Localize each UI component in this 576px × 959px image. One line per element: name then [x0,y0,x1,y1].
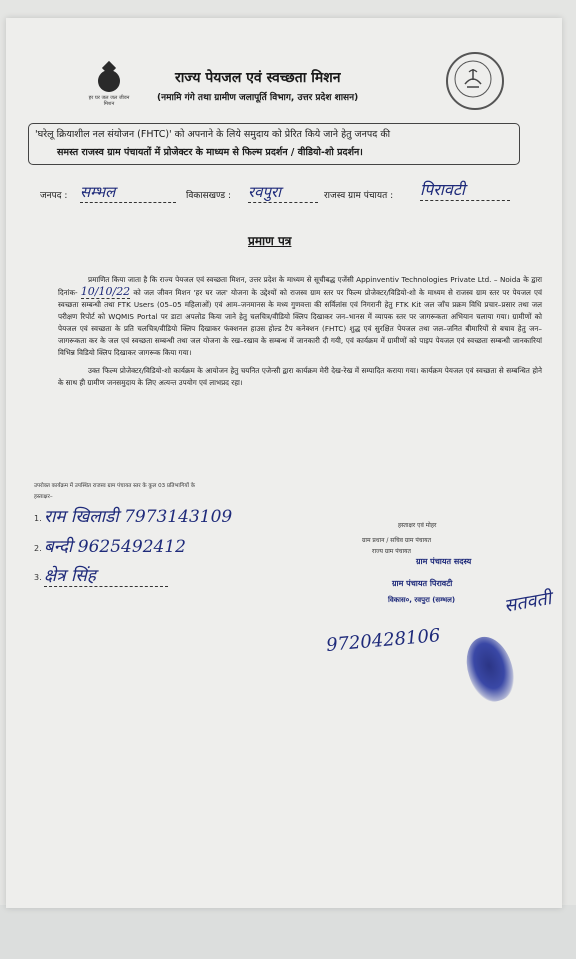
body-paragraph-2: उक्त फिल्म प्रोजेक्टर/विडियो-शो कार्यक्रम के आयोजन हेतु चयनित एजेन्सी द्वारा कार्यक्रम मेरी देख-रेख में सम्पादित कराया गया। कार्यक्रम पेयजल एवं स्वच्छता से सम्बन्धित होने के साथ ही ग्रामीण जनसमुदाय के लिए अत्यन्त उपयोग एवं लाभप्रद रहा। [58,366,542,387]
program-banner [28,123,520,165]
signatory-designation: ग्राम प्रधान / सचिव ग्राम पंचायत [362,537,432,544]
mission-title: राज्य पेयजल एवं स्वच्छता मिशन [175,70,341,86]
certificate-heading: प्रमाण पत्र [248,234,292,248]
witness-signature-2: बन्दी 9625492412 [44,537,186,557]
signatory-phone: 9720428106 [325,625,442,656]
witness-index-3: 3. [34,573,42,582]
background-surface [0,905,576,959]
signatory-label: हस्ताक्षर एवं मोहर [398,522,437,529]
body-p1-part1: प्रमाणित किया जाता है कि राज्य पेयजल एवं स्वच्छता मिशन, उत्तर प्रदेश के माध्यम से सूचीबद्ध एजेंसी Appinventiv Technologies Private Ltd. – Noida के द्वारा दिनांक- [58,275,542,297]
official-stamp-line-2: ग्राम पंचायत पिरावटी [392,579,453,588]
logo-caption: हर घर जल जल जीवन मिशन [88,95,130,107]
block-value: रवपुरा [248,182,318,203]
water-drop-icon [98,70,120,92]
body-paragraph-1 [58,274,542,359]
district-label: जनपद : [40,191,68,201]
signatory-signature: सतवती [502,588,553,617]
block-label: विकासखण्ड : [186,191,232,201]
witness-signature-1: राम खिलाडी 7973143109 [44,507,233,527]
seal-emblem-icon [448,54,502,108]
certificate-body [58,274,542,389]
official-stamp-line-3: विकास०, रवपुरा (सम्भल) [388,596,456,604]
body-p1-part2: को जल जीवन मिशन 'हर घर जल' योजना के उद्देश्यों को राजस्व ग्राम स्तर पर फिल्म प्रोजेक्टर/विडियो-शो के माध्यम से राजस्व ग्राम स्तर पर पेयजल एवं स्वच्छता सम्बन्धी तथा FTK Users (05–05 महिलाओं) एवं आम–जनमानस के मध्य गुणवत्ता की सर्विलांस एवं निगरानी हेतु FTK Kit जल जाँच प्रक्रम विधि प्रचार–प्रसार तथा जल परीक्षण रिपोर्ट को WQMIS Portal पर डाटा अपलोड किया जाने हेतु चलचित्र/वीडियो क्लिप दिखाकर जन–भानस में व्यापक स्तर पर जागरूकता अभियान चलाया गया। ग्रामीणों को पेयजल एवं स्वच्छता के प्रति चलचित्र/वीडियो क्लिप दिखाकर फंक्शनल हाउस होल्ड टैप कनेक्शन (FHTC) शुद्ध एवं सुरक्षित पेयजल तथा जल–जनित बीमारियों से बचाव हेतु जन–जागरूकता कर के जल एवं स्वच्छता सम्बन्धी तथा जल योजना के रख–रखाव के सम्बन्ध में जानकारी दी गयी, एवं कार्यक्रम में ग्रामीणों को पाइप पेयजल एवं स्वच्छता सम्बन्धी जानकारियां विभिन्न विडियो क्लिप दिखाकर जागरूक किया गया। [58,288,542,357]
jal-jeevan-mission-logo [88,70,130,107]
program-date: 10/10/22 [80,285,131,298]
witness-intro: उपरोक्त कार्यक्रम में उपस्थित राजस्व ग्राम पंचायत स्तर के कुल 03 प्रतिभागियों के [34,483,195,489]
panchayat-label: राजस्व ग्राम पंचायत : [324,191,394,201]
panchayat-value: पिरावटी [420,178,510,201]
mission-subtitle: (नमामि गंगे तथा ग्रामीण जलापूर्ति विभाग, उत्तर प्रदेश शासन) [157,93,359,103]
signatory-panchayat-label: राज्य ग्राम पंचायत [372,548,411,555]
banner-line-2: समस्त राजस्व ग्राम पंचायतों में प्रोजेक्टर के माध्यम से फिल्म प्रदर्शन / वीडियो-शो प्रदर्शन। [57,147,363,158]
district-value: सम्भल [80,182,176,203]
up-government-seal [446,52,504,110]
witness-index-1: 1. [34,514,42,523]
witness-sign-label: हस्ताक्षर– [34,494,53,500]
official-stamp-line-1: ग्राम पंचायत सदस्य [416,557,472,566]
banner-line-1: 'घरेलू क्रियाशील नल संयोजन (FHTC)' को अपनाने के लिये समुदाय को प्रेरित किये जाने हेतु जनपद की [35,129,391,140]
witness-signature-3: क्षेत्र सिंह [44,563,168,587]
witness-index-2: 2. [34,544,42,553]
